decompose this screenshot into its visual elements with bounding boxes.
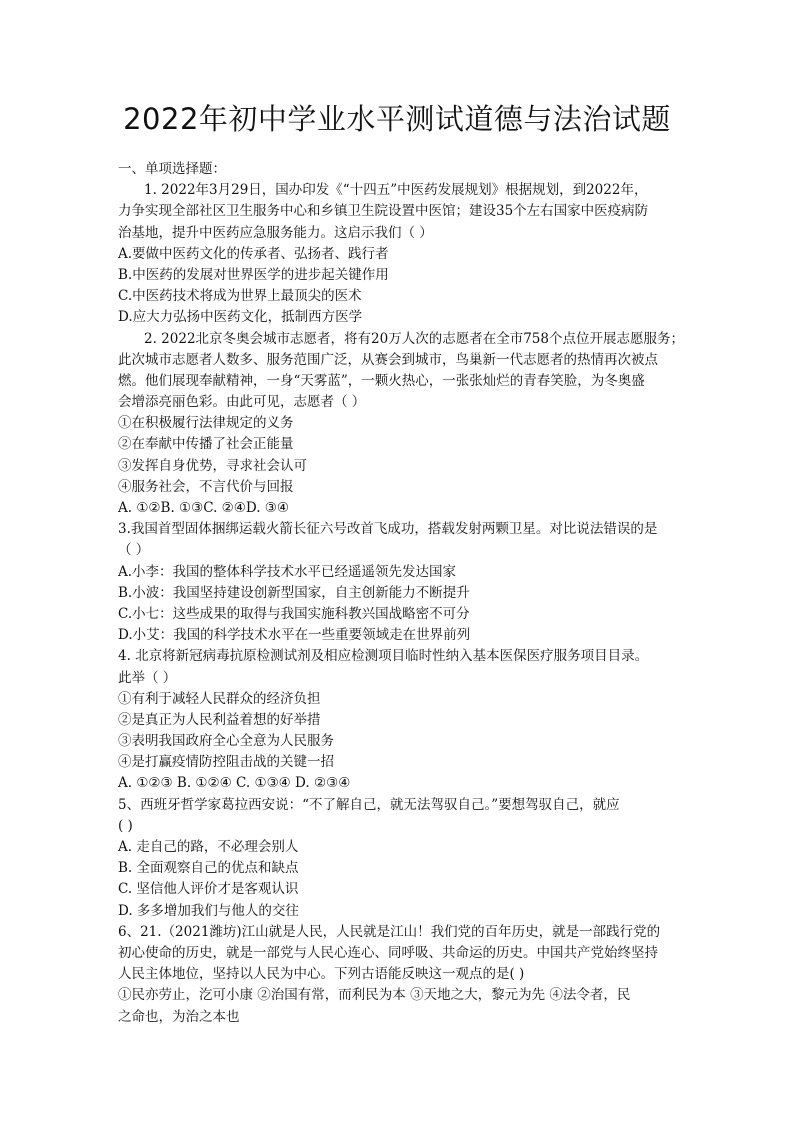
text-line: B.小波：我国坚持建设创新型国家，自主创新能力不断提升 <box>118 584 470 601</box>
text-line: A. 走自己的路，不必理会别人 <box>118 839 299 855</box>
text-line: 4. 北京将新冠病毒抗原检测试剂及相应检测项目临时性纳入基本医保医疗服务项目目录。 <box>118 648 649 665</box>
text-line: A. ①②③ B. ①②④ C. ①③④ D. ②③④ <box>118 775 351 792</box>
text-line: B. 全面观察自己的优点和缺点 <box>118 860 299 877</box>
text-line: ④服务社会，不言代价与回报 <box>118 478 294 495</box>
text-line: A. ①②B. ①③C. ②④D. ③④ <box>118 500 290 516</box>
text-line: ②在奉献中传播了社会正能量 <box>118 436 294 453</box>
text-line: 1. 2022年3月29日，国办印发《“十四五”中医药发展规划》根据规划，到2022年， <box>144 182 648 199</box>
text-line: 初心使命的历史，就是一部党与人民心连心、同呼吸、共命运的历史。中国共产党始终坚持 <box>118 944 658 961</box>
text-line: C. 坚信他人评价才是客观认识 <box>118 881 299 898</box>
text-line: ①有利于减轻人民群众的经济负担 <box>118 690 321 707</box>
text-line: 5、西班牙哲学家葛拉西安说：“不了解自己，就无法驾驭自己。”要想驾驭自己，就应 <box>118 796 620 813</box>
text-line: A.小李：我国的整体科学技术水平已经遥遥领先发达国家 <box>118 563 457 580</box>
section-heading: 一、单项选择题： <box>118 161 226 177</box>
document-title: 2022年初中学业水平测试道德与法治试题 <box>123 102 671 136</box>
document-body <box>118 159 688 1028</box>
text-line: ①民亦劳止，汔可小康 ②治国有常，而利民为本 ③天地之大，黎元为先 ④法令者，民 <box>118 987 631 1004</box>
question-lines <box>118 180 688 1028</box>
text-line: ( ) <box>118 817 133 834</box>
text-line: D.应大力弘扬中医药文化，抵制西方医学 <box>118 309 363 326</box>
text-line: 人民主体地位，坚持以人民为中心。下列古语能反映这一观点的是( ) <box>118 966 525 983</box>
text-line: A.要做中医药文化的传承者、弘扬者、践行者 <box>118 245 389 262</box>
text-line: 之命也，为治之本也 <box>118 1008 240 1025</box>
text-line: 燃。他们展现奉献精神，一身“天雾蓝”，一颗火热心，一张张灿烂的青春笑脸，为冬奥盛 <box>118 372 645 389</box>
text-line: 此举（ ） <box>118 669 177 686</box>
text-line: ③发挥自身优势，寻求社会认可 <box>118 457 307 474</box>
text-line: D. 多多增加我们与他人的交往 <box>118 902 299 919</box>
text-line: ③表明我国政府全心全意为人民服务 <box>118 733 334 750</box>
text-line: 此次城市志愿者人数多、服务范围广泛，从赛会到城市，鸟巢新一代志愿者的热情再次被点 <box>118 351 658 368</box>
text-line: 6、21.（2021潍坊)江山就是人民，人民就是江山！我们党的百年历史，就是一部践行党的 <box>118 923 661 940</box>
text-line: C.小七：这些成果的取得与我国实施科教兴国战略密不可分 <box>118 605 470 622</box>
text-line: ④是打赢疫情防控阻击战的关键一招 <box>118 754 334 771</box>
text-line: 3.我国首型固体捆绑运载火箭长征六号改首飞成功，搭载发射两颗卫星。对比说法错误的是 <box>118 521 658 538</box>
text-line: ①在积极履行法律规定的义务 <box>118 415 294 432</box>
text-line: 会增添亮丽色彩。由此可见，志愿者（ ） <box>118 394 366 411</box>
text-line: 治基地，提升中医药应急服务能力。这启示我们（ ） <box>118 224 433 241</box>
text-line: B.中医药的发展对世界医学的进步起关键作用 <box>118 266 389 283</box>
text-line: ②是真正为人民利益着想的好举措 <box>118 711 321 728</box>
text-line: C.中医药技术将成为世界上最顶尖的医术 <box>118 288 362 305</box>
text-line: 力争实现全部社区卫生服务中心和乡镇卫生院设置中医馆；建设35个左右国家中医疫病防 <box>118 203 649 220</box>
text-line: 2. 2022北京冬奥会城市志愿者，将有20万人次的志愿者在全市758个点位开展志愿服务； <box>144 330 684 347</box>
text-line: （ ） <box>118 542 150 559</box>
text-line: D.小艾：我国的科学技术水平在一些重要领域走在世界前列 <box>118 627 471 644</box>
